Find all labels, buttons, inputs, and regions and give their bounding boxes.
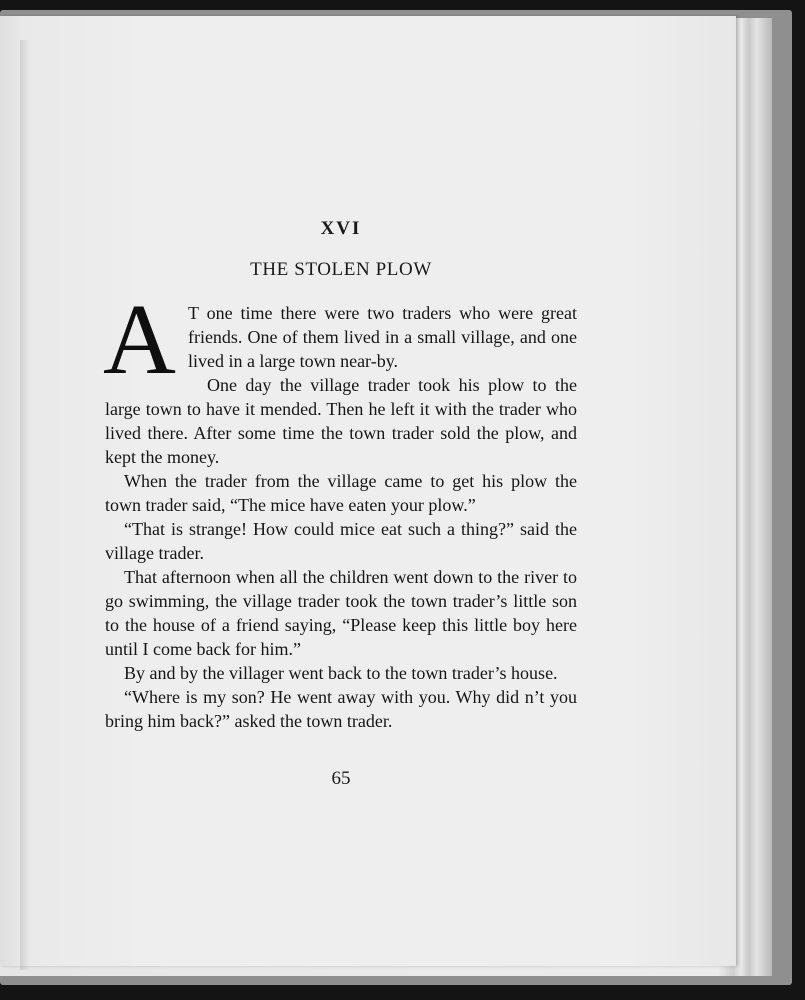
- paragraph: “Where is my son? He went away with you. Why did n’t you bring him back?” asked the town trader.: [105, 687, 577, 731]
- paragraph: By and by the villager went back to the town trader’s house.: [124, 663, 558, 683]
- chapter-title: THE STOLEN PLOW: [250, 259, 432, 280]
- page-number: 65: [331, 768, 351, 789]
- page-gutter-shadow: [20, 40, 30, 970]
- paragraph: That afternoon when all the children went down to the river to go swimming, the village trader took the town trader’s little son to the house of a friend saying, “Please keep this little boy here until I come back for him.”: [105, 567, 577, 659]
- paragraph-text: T one time there were two traders who were great friends. One of them lived in a small village, and one lived in a large town near-by.: [187, 303, 577, 371]
- paragraph: “That is strange! How could mice eat such a thing?” said the village trader.: [105, 519, 577, 563]
- chapter-text: [103, 283, 577, 733]
- paragraph: When the trader from the village came to get his plow the town trader said, “The mice have eaten your plow.”: [105, 471, 577, 515]
- chapter-number: XVI: [320, 218, 362, 239]
- drop-cap: A: [103, 283, 176, 395]
- paragraph: One day the village trader took his plow to the large town to have it mended. Then he left it with the trader who lived there. After some time the town trader sold the plow, and kept the money.: [105, 375, 577, 467]
- paragraph: [103, 283, 577, 395]
